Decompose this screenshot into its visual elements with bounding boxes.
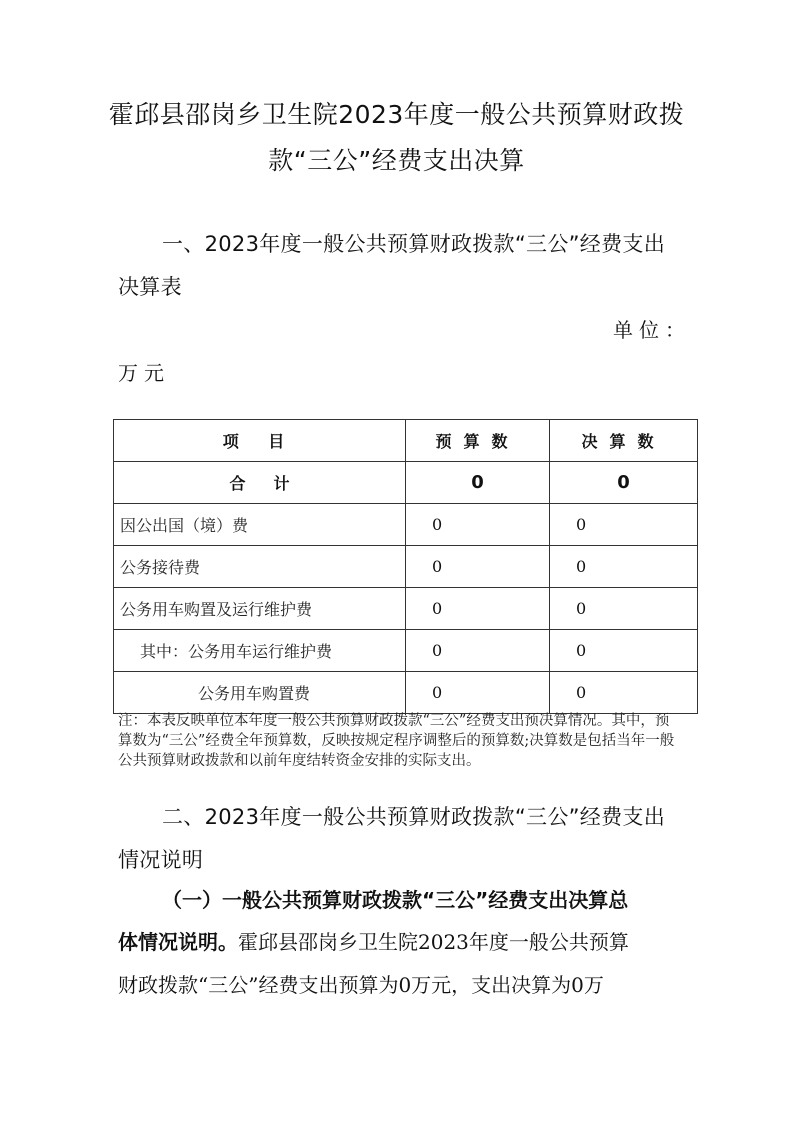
table-row xyxy=(114,672,698,714)
paragraph-1-line-2 xyxy=(118,928,629,956)
three-public-expenditure-table xyxy=(113,419,698,714)
section-1-heading-cont: 决算表 xyxy=(118,275,182,299)
row-item: 公务接待费 xyxy=(114,546,406,588)
paragraph-1-line-3: 财政拨款“三公”经费支出预算为0万元，支出决算为0万 xyxy=(118,973,604,997)
table-row xyxy=(114,504,698,546)
header-item: 项 目 xyxy=(114,420,406,462)
row-final: 0 xyxy=(550,504,698,546)
row-item: 公务用车购置费 xyxy=(114,672,406,714)
row-item: 公务用车购置及运行维护费 xyxy=(114,588,406,630)
header-final: 决算数 xyxy=(550,420,698,462)
table-row xyxy=(114,630,698,672)
row-budget: 0 xyxy=(406,504,550,546)
row-budget: 0 xyxy=(406,672,550,714)
row-item: 因公出国（境）费 xyxy=(114,504,406,546)
section-1-heading: 一、2023年度一般公共预算财政拨款“三公”经费支出 xyxy=(162,232,665,256)
section-2-heading-cont: 情况说明 xyxy=(118,848,204,872)
section-2-heading: 二、2023年度一般公共预算财政拨款“三公”经费支出 xyxy=(162,805,665,829)
row-budget: 0 xyxy=(406,588,550,630)
table-row xyxy=(114,588,698,630)
header-budget: 预算数 xyxy=(406,420,550,462)
page-title-line-2: 款“三公”经费支出决算 xyxy=(268,146,525,175)
paragraph-1-text-2: 霍邱县邵岗乡卫生院2023年度一般公共预算 xyxy=(238,930,629,954)
total-label: 合计 xyxy=(114,462,406,504)
page-title-line-1: 霍邱县邵岗乡卫生院2023年度一般公共预算财政拨 xyxy=(108,100,685,129)
row-budget: 0 xyxy=(406,630,550,672)
paragraph-1-lead-cont: 体情况说明。 xyxy=(118,930,238,954)
table-total-row xyxy=(114,462,698,504)
table-header-row xyxy=(114,420,698,462)
total-final: 0 xyxy=(550,462,698,504)
row-final: 0 xyxy=(550,672,698,714)
unit-label: 单位： xyxy=(613,318,691,342)
row-item: 其中：公务用车运行维护费 xyxy=(114,630,406,672)
table-row xyxy=(114,546,698,588)
row-final: 0 xyxy=(550,630,698,672)
row-final: 0 xyxy=(550,546,698,588)
row-budget: 0 xyxy=(406,546,550,588)
paragraph-1-lead: （一）一般公共预算财政拨款“三公”经费支出决算总 xyxy=(162,888,629,912)
table-note: 注：本表反映单位本年度一般公共预算财政拨款“三公”经费支出预决算情况。其中，预算数为“三公”经费全年预算数，反映按规定程序调整后的预算数;决算数是包括当年一般公共预算财政拨款和以前年度结转资金安排的实际支出。 xyxy=(118,713,675,769)
unit-value: 万元 xyxy=(118,361,170,385)
row-final: 0 xyxy=(550,588,698,630)
total-budget: 0 xyxy=(406,462,550,504)
